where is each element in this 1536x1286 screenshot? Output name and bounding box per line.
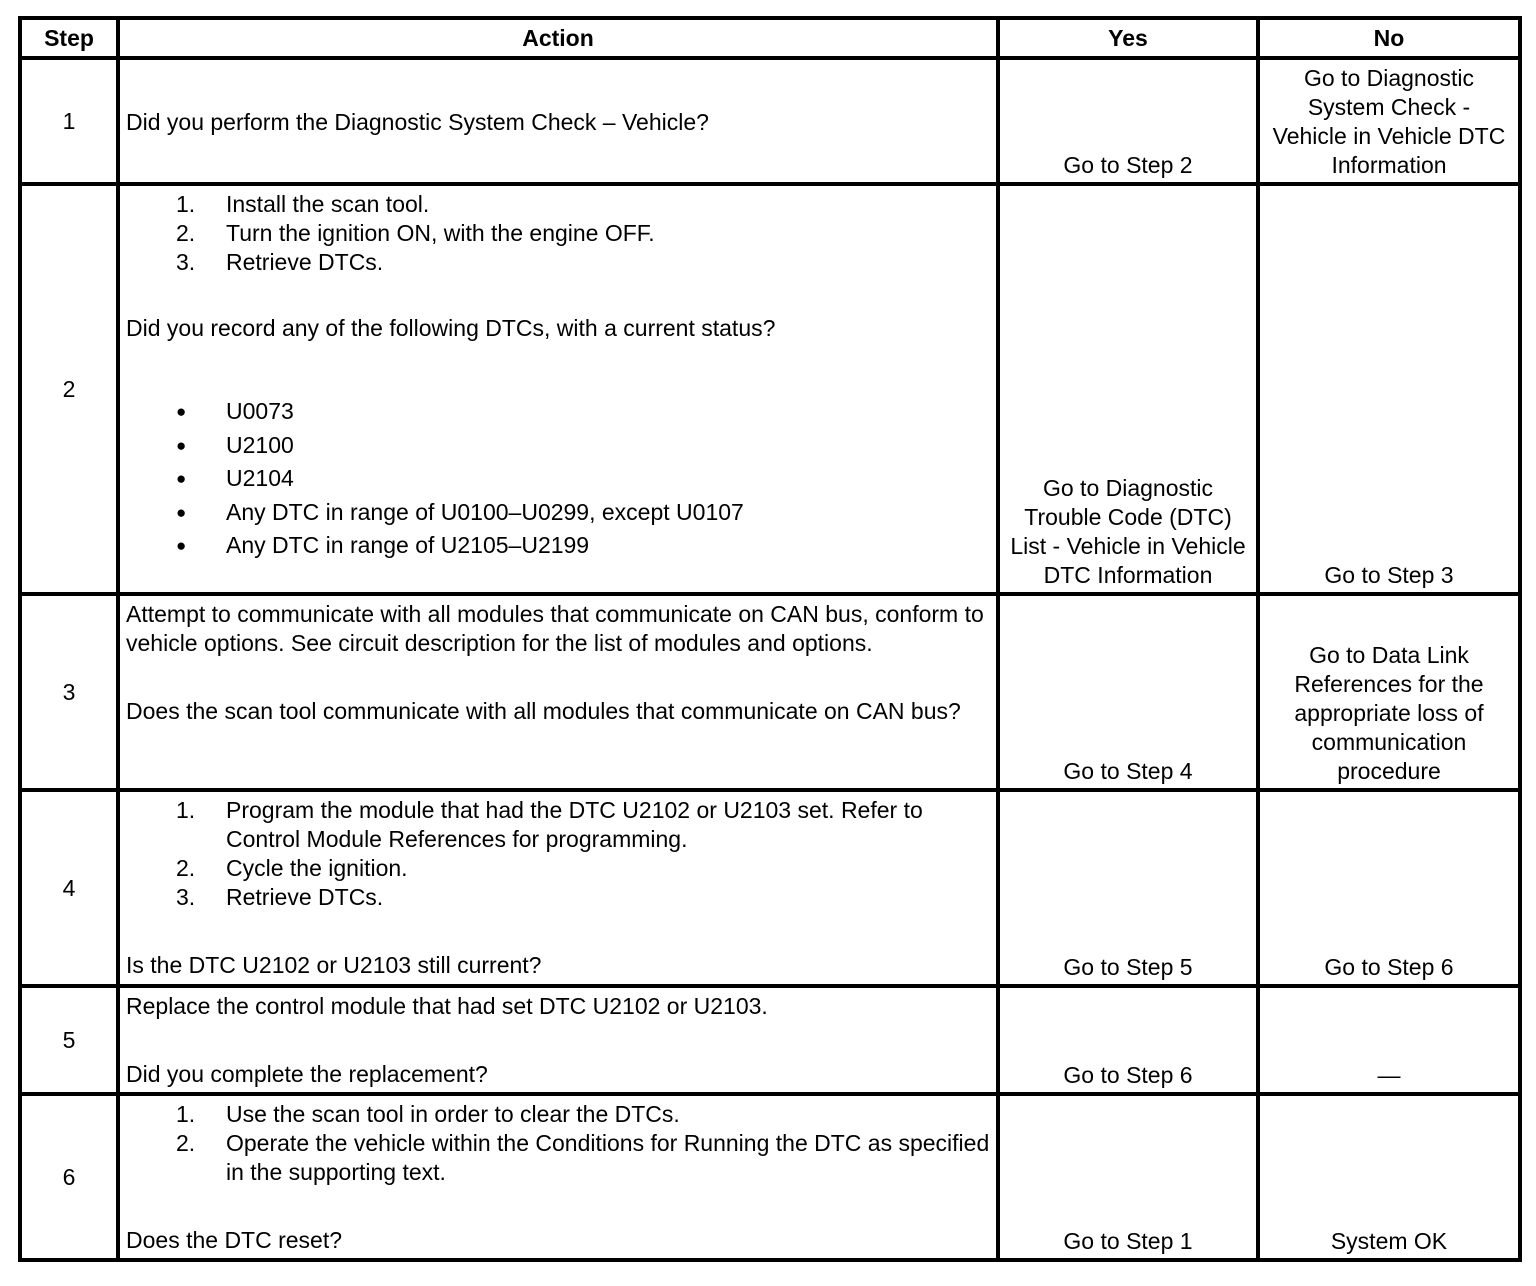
no-cell: Go to Data Link References for the appropriate loss of communication procedure <box>1258 594 1520 790</box>
yes-cell: Go to Step 5 <box>998 790 1258 986</box>
instruction-list <box>126 1100 992 1187</box>
step-number: 1 <box>20 58 118 184</box>
list-item: ● U2104 <box>126 462 992 496</box>
list-item: 1. Program the module that had the DTC U2102 or U2103 set. Refer to Control Module References for programming. <box>176 797 923 852</box>
header-step: Step <box>20 18 118 58</box>
list-item: 1. Install the scan tool. <box>176 191 430 217</box>
yes-cell: Go to Step 4 <box>998 594 1258 790</box>
instruction-list <box>126 796 992 912</box>
no-cell: Go to Step 6 <box>1258 790 1520 986</box>
dtc-list <box>126 395 992 563</box>
action-cell <box>118 594 998 790</box>
instruction-text: Attempt to communicate with all modules that communicate on CAN bus, conform to vehicle options. See circuit description for the list of modules and options. <box>126 601 984 656</box>
list-item: 2. Cycle the ignition. <box>176 855 408 881</box>
list-item: 3. Retrieve DTCs. <box>176 249 384 275</box>
step-number: 3 <box>20 594 118 790</box>
yes-cell: Go to Step 6 <box>998 986 1258 1094</box>
table-row <box>20 790 1520 986</box>
yes-cell: Go to Diagnostic Trouble Code (DTC) List - Vehicle in Vehicle DTC Information <box>998 184 1258 594</box>
step-number: 5 <box>20 986 118 1094</box>
action-cell <box>118 986 998 1094</box>
header-no: No <box>1258 18 1520 58</box>
list-item: 2. Operate the vehicle within the Conditions for Running the DTC as specified in the supporting text. <box>176 1130 990 1185</box>
instruction-text: Replace the control module that had set DTC U2102 or U2103. <box>126 993 768 1019</box>
no-cell: System OK <box>1258 1094 1520 1260</box>
question-text: Does the DTC reset? <box>126 1227 343 1253</box>
table-row <box>20 184 1520 594</box>
instruction-list <box>126 190 992 277</box>
no-cell: — <box>1258 986 1520 1094</box>
list-item: ● U0073 <box>126 395 992 429</box>
list-item: ● Any DTC in range of U2105–U2199 <box>126 529 992 563</box>
list-item: 3. Retrieve DTCs. <box>176 884 384 910</box>
action-cell <box>118 58 998 184</box>
list-item: ● Any DTC in range of U0100–U0299, except U0107 <box>126 496 992 530</box>
question-text: Is the DTC U2102 or U2103 still current? <box>126 952 542 978</box>
action-cell <box>118 1094 998 1260</box>
header-yes: Yes <box>998 18 1258 58</box>
question-text: Did you record any of the following DTCs, with a current status? <box>126 315 776 341</box>
list-item: 1. Use the scan tool in order to clear the DTCs. <box>176 1101 680 1127</box>
question-text: Does the scan tool communicate with all modules that communicate on CAN bus? <box>126 698 961 724</box>
step-number: 6 <box>20 1094 118 1260</box>
header-action: Action <box>118 18 998 58</box>
table-row <box>20 594 1520 790</box>
table-row <box>20 1094 1520 1260</box>
question-text: Did you complete the replacement? <box>126 1061 488 1087</box>
yes-cell: Go to Step 1 <box>998 1094 1258 1260</box>
list-item: ● U2100 <box>126 429 992 463</box>
no-cell: Go to Step 3 <box>1258 184 1520 594</box>
action-cell <box>118 790 998 986</box>
step-number: 4 <box>20 790 118 986</box>
action-cell <box>118 184 998 594</box>
question-text: Did you perform the Diagnostic System Check – Vehicle? <box>126 108 709 135</box>
no-cell: Go to Diagnostic System Check - Vehicle in Vehicle DTC Information <box>1258 58 1520 184</box>
yes-cell: Go to Step 2 <box>998 58 1258 184</box>
header-row <box>20 18 1520 58</box>
list-item: 2. Turn the ignition ON, with the engine OFF. <box>176 220 655 246</box>
table-row <box>20 58 1520 184</box>
table-row <box>20 986 1520 1094</box>
diagnostic-table <box>18 16 1522 1262</box>
step-number: 2 <box>20 184 118 594</box>
